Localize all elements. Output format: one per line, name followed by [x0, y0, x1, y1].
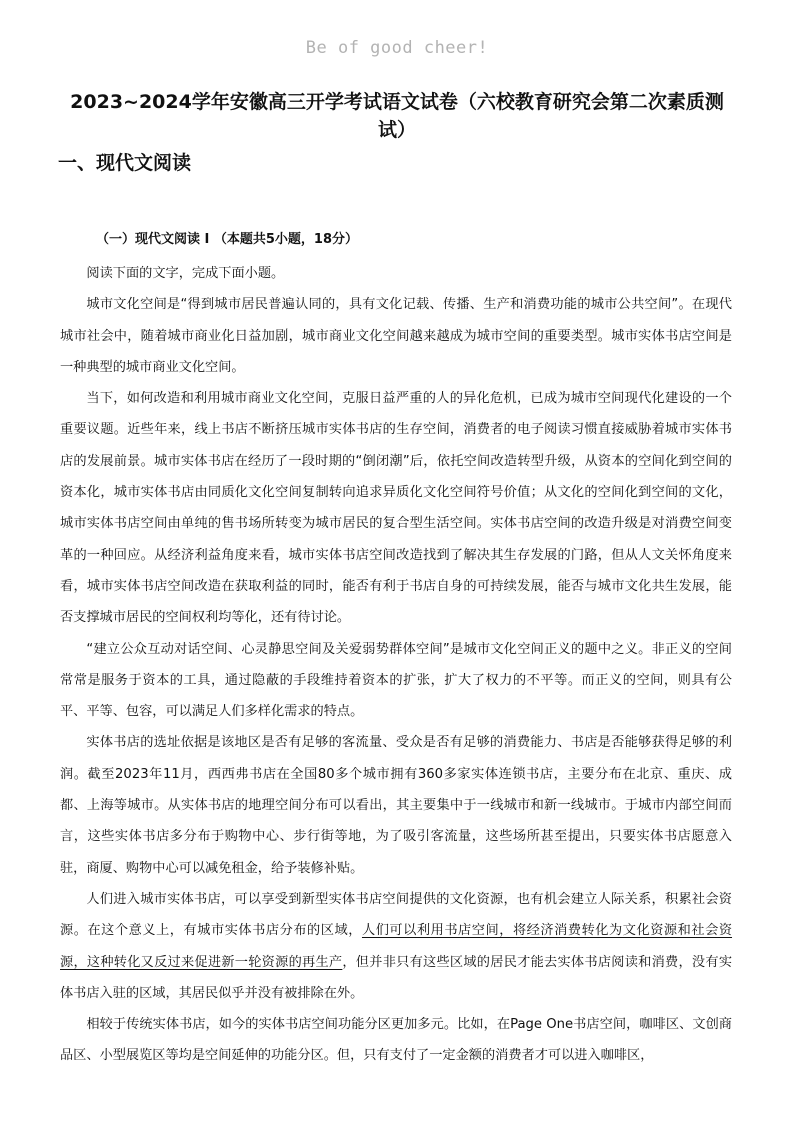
instruction-paragraph: 阅读下面的文字，完成下面小题。	[86, 266, 285, 281]
passage-paragraph-1: 城市文化空间是“得到城市居民普遍认同的，具有文化记载、传播、生产和消费功能的城市公共空间”。在现代城市社会中，随着城市商业化日益加剧，城市商业文化空间越来越成为城市空间的重要类型。城市实体书店空间是一种典型的城市商业文化空间。	[60, 297, 732, 375]
header-motto: Be of good cheer!	[305, 38, 489, 58]
section-heading: 一、现代文阅读	[58, 152, 192, 174]
underlined-sentence: 人们可以利用书店空间，将经济消费转化为文化资源和社会资源，这种转化又反过来促进新一轮资源的再生产	[60, 923, 733, 970]
paragraph-5-text-before: 人们进入城市实体书店，可以享受到新型实体书店空间提供的文化资源，也有机会建立人际关系，积累社会资源。在这个意义上，有城市实体书店分布的区域，	[60, 891, 732, 939]
reading-passage	[60, 258, 732, 1072]
passage-paragraph-5	[60, 884, 732, 1009]
passage-paragraph-3: “建立公众互动对话空间、心灵静思空间及关爱弱势群体空间”是城市文化空间正义的题中之义。非正义的空间常常是服务于资本的工具，通过隐蔽的手段维持着资本的扩张，扩大了权力的不平等。而正义的空间，则具有公平、平等、包容，可以满足人们多样化需求的特点。	[60, 641, 732, 720]
paragraph-5-text-after: ，但并非只有这些区域的居民才能去实体书店阅读和消费，没有实体书店入驻的区域，其居民似乎并没有被排除在外。	[60, 954, 733, 1001]
passage-paragraph-4: 实体书店的选址依据是该地区是否有足够的客流量、受众是否有足够的消费能力、书店是否能够获得足够的利润。截至2023年11月，西西弗书店在全国80多个城市拥有360多家实体连锁书店，主要分布在北京、重庆、成都、上海等城市。从实体书店的地理空间分布可以看出，其主要集中于一线城市和新一线城市。于城市内部空间而言，这些实体书店多分布于购物中心、步行街等地，为了吸引客流量，这些场所甚至提出，只要实体书店愿意入驻，商厦、购物中心可以减免租金，给予装修补贴。	[60, 735, 732, 876]
subsection-heading: （一）现代文阅读 I （本题共5小题，18分）	[96, 232, 359, 247]
document-title: 2023~2024学年安徽高三开学考试语文试卷（六校教育研究会第二次素质测试）	[70, 91, 724, 141]
passage-paragraph-6: 相较于传统实体书店，如今的实体书店空间功能分区更加多元。比如，在Page One书店空间，咖啡区、文创商品区、小型展览区等均是空间延伸的功能分区。但，只有支付了一定金额的消费者才可以进入咖啡区，	[60, 1017, 732, 1064]
passage-paragraph-2: 当下，如何改造和利用城市商业文化空间，克服日益严重的人的异化危机，已成为城市空间现代化建设的一个重要议题。近些年来，线上书店不断挤压城市实体书店的生存空间，消费者的电子阅读习惯直接威胁着城市实体书店的发展前景。城市实体书店在经历了一段时期的“倒闭潮”后，依托空间改造转型升级，从资本的空间化到空间的资本化，城市实体书店由同质化文化空间复制转向追求异质化文化空间符号价值；从文化的空间化到空间的文化，城市实体书店空间由单纯的售书场所转变为城市居民的复合型生活空间。实体书店空间的改造升级是对消费空间变革的一种回应。从经济利益角度来看，城市实体书店空间改造找到了解决其生存发展的门路，但从人文关怀角度来看，城市实体书店空间改造在获取利益的同时，能否有利于书店自身的可持续发展，能否与城市文化共生发展，能否支撑城市居民的空间权利均等化，还有待讨论。	[60, 391, 732, 626]
